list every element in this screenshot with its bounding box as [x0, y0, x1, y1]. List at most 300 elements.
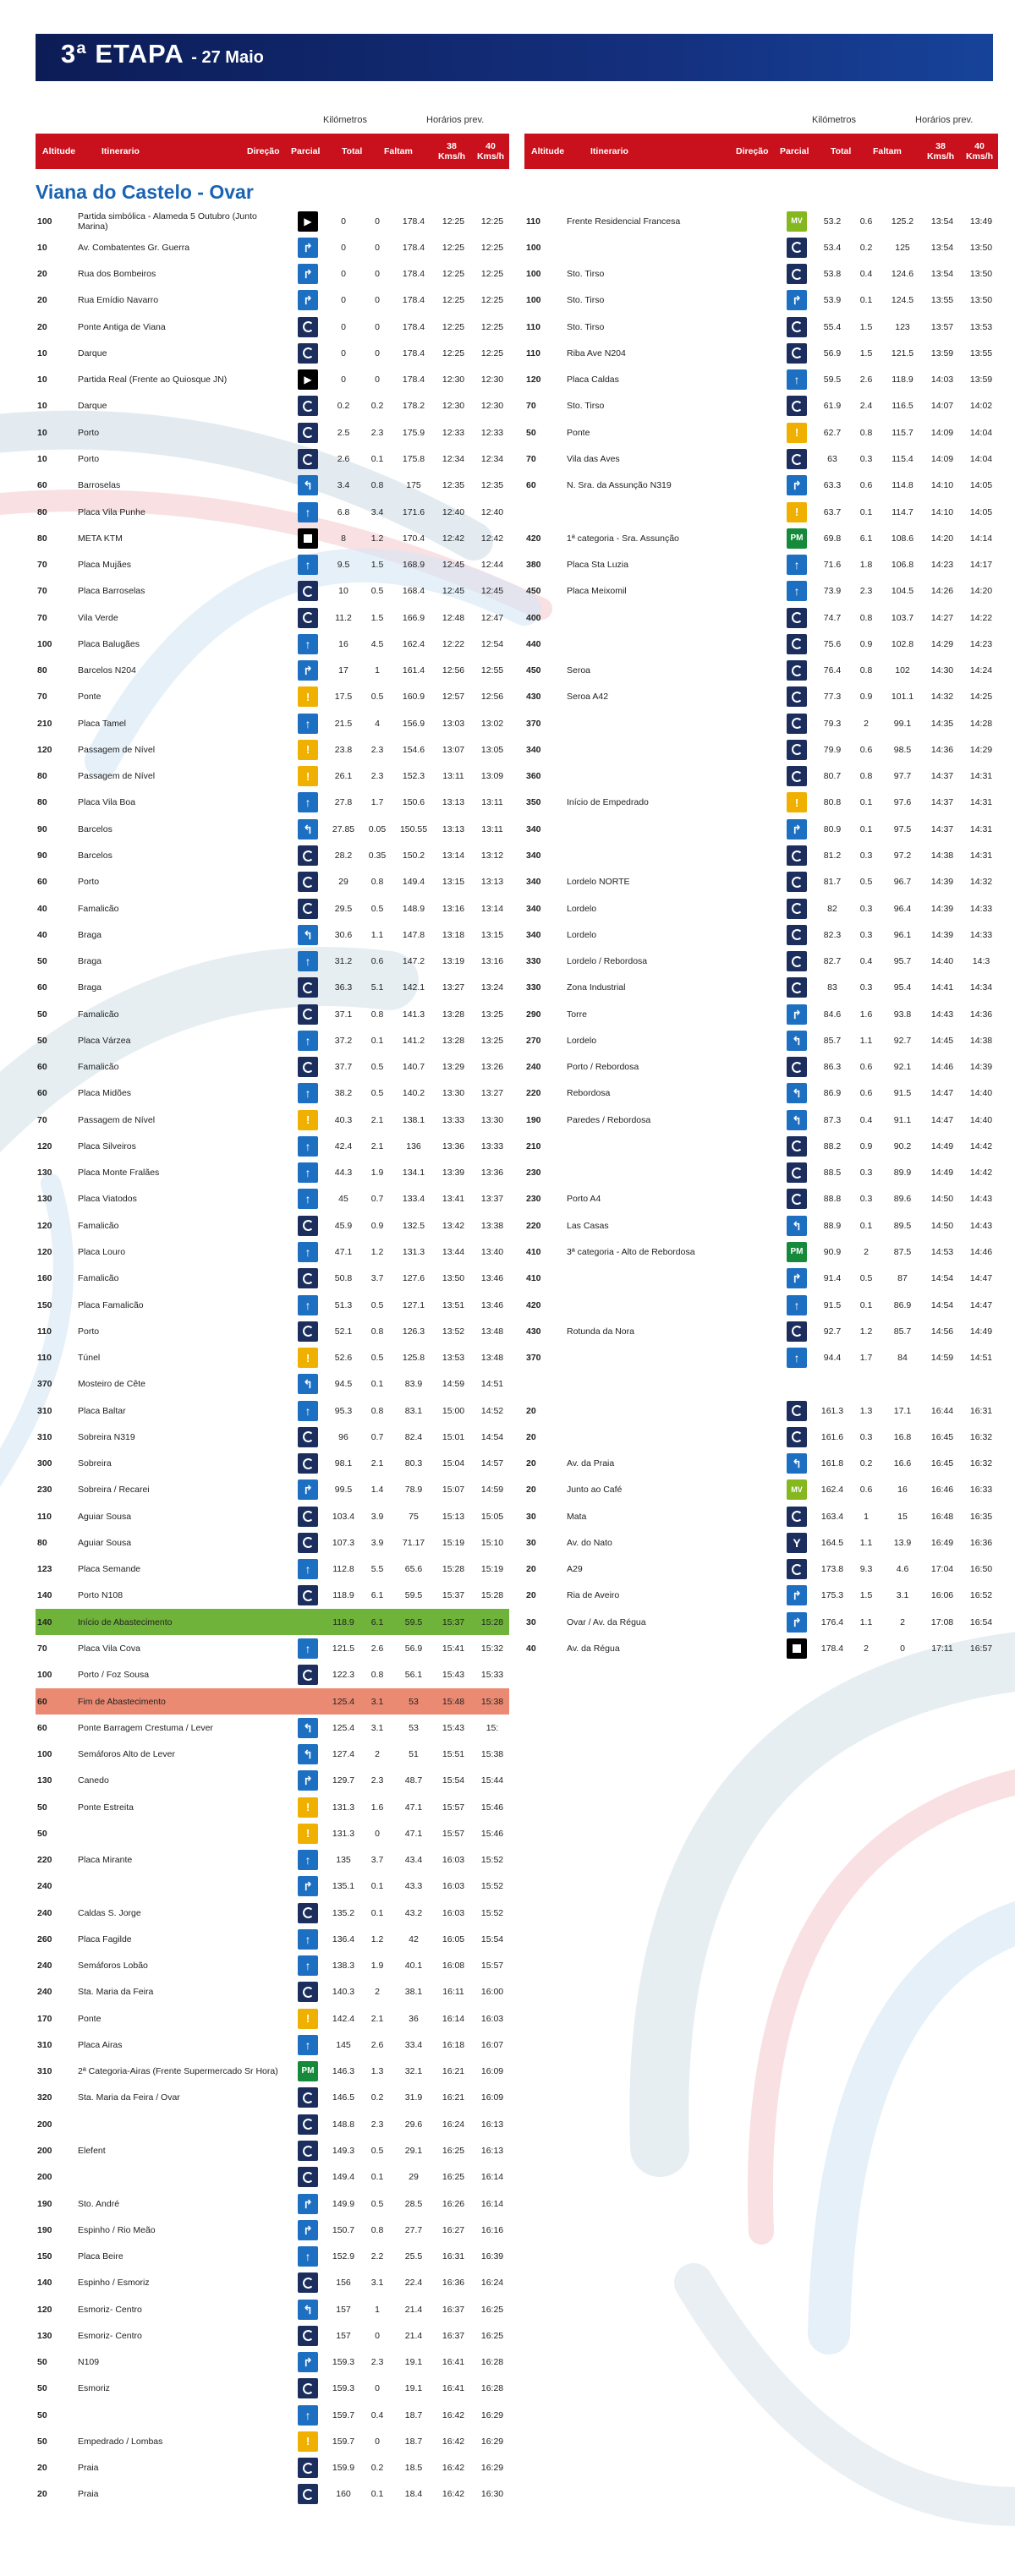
itinerary-cell: Esmoriz- Centro	[78, 2330, 142, 2341]
roundabout-icon	[787, 1427, 807, 1447]
total-cell: 5.1	[370, 982, 384, 993]
itinerary-cell	[78, 2111, 289, 2137]
faltam-cell: 97.6	[893, 797, 912, 808]
table-row	[524, 790, 998, 816]
roundabout-icon	[298, 1057, 318, 1077]
parcial-cell: 83	[827, 982, 837, 993]
roundabout-icon	[298, 581, 318, 601]
altitude-cell: 430	[526, 692, 541, 703]
total-cell: 0.3	[859, 1431, 873, 1442]
total-cell: 0.4	[370, 2409, 384, 2420]
time-40-cell: 13:13	[480, 877, 504, 888]
itinerary-cell: Placa Várzea	[78, 1035, 131, 1046]
table-row	[36, 393, 509, 419]
time-38-cell: 15:37	[442, 1616, 465, 1627]
faltam-cell: 131.3	[402, 1246, 425, 1257]
table-row	[36, 1662, 509, 1688]
itinerary-cell: Barroselas	[78, 480, 121, 491]
itinerary-cell: Seroa A42	[567, 692, 609, 703]
direction-cell	[297, 2137, 319, 2163]
total-cell: 2.4	[859, 401, 873, 412]
faltam-cell: 16	[897, 1485, 908, 1496]
time-40-cell: 13:50	[969, 295, 993, 306]
time-38-cell: 16:42	[442, 2489, 465, 2500]
itinerary-cell: Sto. André	[78, 2198, 120, 2209]
faltam-cell: 78.9	[404, 1485, 423, 1496]
stage-number: 3ª ETAPA	[61, 39, 184, 68]
faltam-cell: 18.7	[404, 2409, 423, 2420]
time-38-cell: 12:25	[442, 242, 465, 253]
faltam-cell: 87	[897, 1273, 908, 1284]
direction-cell	[297, 1979, 319, 2005]
faltam-cell: 125.8	[402, 1353, 425, 1364]
total-cell: 0	[375, 321, 380, 332]
col-itinerario: Itinerario	[590, 146, 628, 156]
time-40-cell: 14:36	[969, 1009, 993, 1020]
schedule-group-label: Horários prev.	[915, 115, 974, 125]
total-cell: 0.1	[859, 295, 873, 306]
total-cell: 2.3	[370, 2119, 384, 2130]
col-itinerario: Itinerario	[102, 146, 140, 156]
direction-cell	[297, 1529, 319, 1556]
parcial-cell: 80.7	[823, 771, 842, 782]
faltam-cell: 114.7	[892, 506, 914, 517]
total-cell: 0.7	[370, 1194, 384, 1205]
time-40-cell: 14:22	[969, 612, 993, 623]
itinerary-cell: Junto ao Café	[567, 1485, 623, 1496]
parcial-cell: 37.1	[334, 1009, 353, 1020]
faltam-cell: 71.17	[402, 1537, 425, 1548]
total-cell: 0.3	[859, 454, 873, 465]
table-row	[36, 473, 509, 499]
parcial-cell: 52.6	[334, 1353, 353, 1364]
time-40-cell: 15:38	[480, 1696, 504, 1707]
total-cell: 0.6	[859, 1062, 873, 1073]
direction-cell	[786, 1397, 808, 1424]
time-38-cell: 14:59	[930, 1353, 954, 1364]
straight-arrow-icon: ↑	[298, 1295, 318, 1315]
time-38-cell: 12:34	[442, 454, 465, 465]
straight-arrow-icon: ↑	[787, 555, 807, 575]
itinerary-cell	[567, 1424, 778, 1450]
altitude-cell: 170	[37, 2013, 52, 2024]
total-cell: 0.2	[370, 2092, 384, 2103]
turn-right-icon: ↱	[298, 2352, 318, 2372]
straight-arrow-icon: ↑	[298, 1242, 318, 1262]
table-row	[524, 631, 998, 657]
roundabout-icon	[787, 317, 807, 337]
table-row	[36, 314, 509, 340]
parcial-cell: 53.2	[823, 216, 842, 227]
faltam-cell: 89.9	[893, 1168, 912, 1179]
table-row	[36, 1794, 509, 1820]
faltam-cell: 83.1	[404, 1405, 423, 1416]
faltam-cell: 16.8	[893, 1431, 912, 1442]
altitude-cell: 310	[37, 2066, 52, 2077]
total-cell: 1.1	[370, 929, 384, 940]
km-group-label: Kilómetros	[812, 115, 856, 125]
total-cell: 1.7	[859, 1353, 873, 1364]
faltam-cell: 19.1	[404, 2383, 423, 2394]
parcial-cell: 88.2	[823, 1140, 842, 1151]
faltam-cell: 115.4	[892, 454, 914, 465]
turn-right-icon: ↱	[298, 1479, 318, 1500]
itinerary-cell: Braga	[78, 956, 102, 967]
altitude-cell: 90	[37, 823, 47, 834]
warning-icon: !	[298, 2009, 318, 2029]
table-row	[36, 419, 509, 446]
total-cell: 0.1	[859, 823, 873, 834]
total-cell: 0	[375, 269, 380, 280]
itinerary-cell: Av. da Praia	[567, 1458, 615, 1469]
itinerary-cell: Ponte	[78, 2013, 102, 2024]
total-cell: 2.3	[370, 2357, 384, 2368]
faltam-cell: 97.2	[893, 850, 912, 861]
itinerary-cell: Barcelos N204	[78, 665, 136, 676]
straight-arrow-icon: ↑	[298, 634, 318, 654]
direction-cell	[786, 948, 808, 974]
parcial-cell: 122.3	[332, 1670, 355, 1681]
time-40-cell: 12:40	[480, 506, 504, 517]
table-row	[524, 658, 998, 684]
table-row	[36, 710, 509, 736]
time-40-cell: 14:34	[969, 982, 993, 993]
total-cell: 0.1	[370, 1379, 384, 1390]
col-total: Total	[831, 146, 852, 156]
table-row	[36, 340, 509, 366]
time-38-cell: 16:42	[442, 2463, 465, 2474]
table-row	[524, 1503, 998, 1529]
parcial-cell: 21.5	[334, 718, 353, 729]
direction-cell	[297, 1741, 319, 1767]
table-row	[36, 1424, 509, 1450]
time-40-cell: 13:14	[480, 903, 504, 914]
itinerary-cell	[567, 710, 778, 736]
direction-cell	[297, 658, 319, 684]
supply-end-row	[36, 1688, 509, 1715]
itinerary-cell: Porto	[78, 427, 100, 438]
roundabout-icon	[298, 343, 318, 364]
faltam-cell: 82.4	[404, 1431, 423, 1442]
parcial-cell: 0	[341, 242, 346, 253]
altitude-cell: 10	[37, 347, 47, 358]
faltam-cell: 40.1	[404, 1961, 423, 1972]
parcial-cell: 53.8	[823, 269, 842, 280]
faltam-cell: 85.7	[893, 1326, 912, 1337]
time-38-cell: 15:54	[442, 1775, 465, 1786]
altitude-cell: 20	[526, 1564, 536, 1575]
time-40-cell: 14:28	[969, 718, 993, 729]
itinerary-cell: Placa Viatodos	[78, 1194, 137, 1205]
roundabout-icon	[298, 449, 318, 469]
itinerary-cell: Placa Tamel	[78, 718, 127, 729]
direction-cell	[297, 393, 319, 419]
table-row	[36, 1900, 509, 1926]
itinerary-cell: Rebordosa	[567, 1088, 611, 1099]
time-40-cell: 14:54	[480, 1431, 504, 1442]
total-cell: 3.9	[370, 1511, 384, 1522]
itinerary-table-right	[524, 110, 998, 1662]
table-row	[524, 525, 998, 551]
altitude-cell: 50	[37, 1802, 47, 1813]
altitude-cell: 230	[37, 1485, 52, 1496]
table-row	[36, 2428, 509, 2454]
parcial-cell: 138.3	[332, 1961, 355, 1972]
itinerary-cell: Placa Vila Punhe	[78, 506, 145, 517]
faltam-cell: 123	[895, 321, 910, 332]
time-38-cell: 16:06	[930, 1590, 954, 1601]
direction-cell	[786, 1212, 808, 1239]
table-row	[36, 551, 509, 577]
parcial-cell: 86.9	[823, 1088, 842, 1099]
time-38-cell: 14:54	[930, 1273, 954, 1284]
table-row	[524, 869, 998, 895]
total-cell: 0.8	[859, 427, 873, 438]
roundabout-icon	[298, 1507, 318, 1527]
direction-cell	[786, 1133, 808, 1159]
table-row	[36, 604, 509, 631]
direction-cell	[297, 2455, 319, 2481]
table-row	[36, 446, 509, 472]
altitude-cell: 20	[37, 295, 47, 306]
altitude-cell: 120	[526, 375, 541, 386]
time-40-cell: 14:57	[480, 1458, 504, 1469]
faltam-cell: 27.7	[404, 2224, 423, 2235]
table-row	[36, 922, 509, 948]
itinerary-cell: Espinho / Rio Meão	[78, 2224, 156, 2235]
time-38-cell: 16:36	[442, 2278, 465, 2289]
altitude-cell: 130	[37, 1168, 52, 1179]
time-40-cell: 12:25	[480, 242, 504, 253]
total-cell: 0.3	[859, 903, 873, 914]
altitude-cell: 80	[37, 771, 47, 782]
altitude-cell: 450	[526, 665, 541, 676]
time-40-cell: 14:31	[969, 797, 993, 808]
itinerary-cell: Paredes / Rebordosa	[567, 1114, 651, 1125]
parcial-cell: 0	[341, 321, 346, 332]
altitude-cell: 110	[526, 216, 540, 227]
parcial-cell: 11.2	[335, 612, 352, 623]
turn-left-icon: ↰	[298, 925, 318, 945]
itinerary-cell: Sto. Tirso	[567, 321, 605, 332]
altitude-cell: 80	[37, 506, 47, 517]
roundabout-icon	[787, 238, 807, 258]
faltam-cell: 175.8	[402, 454, 425, 465]
altitude-cell: 20	[526, 1485, 536, 1496]
faltam-cell: 168.4	[402, 586, 425, 597]
time-38-cell: 12:25	[442, 347, 465, 358]
direction-cell	[786, 684, 808, 710]
time-38-cell: 14:54	[930, 1299, 954, 1310]
altitude-cell: 50	[37, 1035, 47, 1046]
direction-cell	[786, 393, 808, 419]
table-row	[524, 393, 998, 419]
roundabout-icon	[787, 925, 807, 945]
total-cell: 1.6	[859, 1009, 873, 1020]
altitude-cell	[526, 1371, 567, 1397]
time-38-cell: 12:33	[442, 427, 465, 438]
roundabout-icon	[787, 1507, 807, 1527]
table-row	[36, 1027, 509, 1053]
total-cell: 6.1	[370, 1616, 384, 1627]
total-cell: 1.9	[370, 1961, 384, 1972]
altitude-cell: 100	[526, 242, 541, 253]
total-cell: 2.1	[370, 2013, 384, 2024]
direction-cell	[786, 922, 808, 948]
direction-cell	[297, 922, 319, 948]
parcial-cell: 81.7	[823, 877, 842, 888]
total-cell: 3.1	[370, 1722, 384, 1733]
direction-cell	[297, 1318, 319, 1344]
straight-arrow-icon: ↑	[298, 502, 318, 522]
time-38-cell: 16:37	[442, 2330, 465, 2341]
itinerary-cell: Sta. Maria da Feira / Ovar	[78, 2092, 180, 2103]
turn-right-icon: ↱	[298, 2220, 318, 2240]
total-cell: 0.1	[370, 1035, 384, 1046]
parcial-cell: 50.8	[334, 1273, 353, 1284]
table-row	[36, 287, 509, 314]
faltam-cell: 93.8	[893, 1009, 912, 1020]
altitude-cell: 10	[37, 454, 47, 465]
itinerary-cell: Passagem de Nível	[78, 744, 156, 755]
itinerary-cell: Partida Real (Frente ao Quiosque JN)	[78, 375, 228, 386]
col-altitude: Altitude	[531, 146, 565, 156]
altitude-cell: 140	[37, 1590, 52, 1601]
time-38-cell: 14:32	[930, 692, 954, 703]
total-cell: 0.3	[859, 982, 873, 993]
faltam-cell: 150.55	[399, 823, 428, 834]
altitude-cell: 340	[526, 823, 541, 834]
direction-cell	[786, 895, 808, 922]
time-40-cell: 12:47	[480, 612, 504, 623]
time-40-cell: 14:04	[969, 427, 993, 438]
faltam-cell: 80.3	[404, 1458, 423, 1469]
parcial-cell: 40.3	[334, 1114, 353, 1125]
warning-icon: !	[298, 686, 318, 707]
altitude-cell: 80	[37, 533, 47, 544]
total-cell: 0.4	[859, 1114, 873, 1125]
table-row	[36, 1556, 509, 1583]
table-row	[36, 2349, 509, 2376]
parcial-cell: 107.3	[332, 1537, 355, 1548]
time-38-cell: 14:59	[442, 1379, 465, 1390]
direction-cell	[786, 790, 808, 816]
altitude-cell: 330	[526, 982, 541, 993]
time-40-cell: 14:39	[969, 1062, 993, 1073]
direction-cell	[297, 842, 319, 868]
roundabout-icon	[787, 660, 807, 681]
table-row	[524, 1027, 998, 1053]
faltam-cell: 98.5	[893, 744, 912, 755]
time-40-cell: 16:29	[480, 2409, 504, 2420]
parcial-cell: 0	[341, 295, 346, 306]
altitude-cell: 310	[37, 1405, 52, 1416]
direction-cell	[786, 1477, 808, 1503]
time-40-cell: 15:28	[480, 1616, 504, 1627]
total-cell: 4.5	[370, 638, 384, 649]
total-cell: 1.4	[370, 1485, 384, 1496]
straight-arrow-icon: ↑	[787, 1295, 807, 1315]
time-40-cell: 15:52	[480, 1855, 504, 1866]
table-row	[36, 2455, 509, 2481]
total-cell: 0.8	[859, 612, 873, 623]
altitude-cell: 200	[37, 2172, 52, 2183]
time-40-cell: 12:25	[480, 295, 504, 306]
parcial-cell: 53.9	[823, 295, 842, 306]
itinerary-cell: Elefent	[78, 2146, 106, 2157]
direction-cell	[297, 525, 319, 551]
time-38-cell: 15:57	[442, 1802, 465, 1813]
parcial-cell: 103.4	[332, 1511, 355, 1522]
time-40-cell: 13:25	[480, 1009, 504, 1020]
altitude-cell: 150	[37, 1299, 52, 1310]
total-cell: 0.8	[370, 480, 384, 491]
parcial-cell: 88.8	[823, 1194, 842, 1205]
direction-cell	[297, 604, 319, 631]
time-38-cell: 16:25	[442, 2172, 465, 2183]
time-38-cell: 16:45	[930, 1458, 954, 1469]
altitude-cell: 40	[526, 1643, 536, 1654]
time-38-cell: 16:05	[442, 1933, 465, 1944]
time-38-cell: 13:54	[930, 242, 954, 253]
faltam-cell: 103.7	[891, 612, 914, 623]
direction-cell	[297, 1292, 319, 1318]
parcial-cell: 159.3	[332, 2357, 355, 2368]
direction-cell	[786, 525, 808, 551]
itinerary-cell: Braga	[78, 929, 102, 940]
time-40-cell: 12:34	[480, 454, 504, 465]
parcial-cell: 36.3	[334, 982, 353, 993]
parcial-cell: 146.5	[332, 2092, 355, 2103]
itinerary-cell: 2ª Categoria-Airas (Frente Supermercado Sr Hora)	[78, 2066, 278, 2077]
table-row	[36, 499, 509, 525]
altitude-cell: 40	[37, 903, 47, 914]
faltam-cell: 95.4	[893, 982, 912, 993]
itinerary-cell	[78, 2164, 289, 2190]
itinerary-cell: Placa Famalicão	[78, 1299, 144, 1310]
faltam-cell: 15	[897, 1511, 908, 1522]
time-40-cell: 15:44	[480, 1775, 504, 1786]
time-40-cell: 12:35	[480, 480, 504, 491]
itinerary-table-left	[36, 110, 509, 2508]
faltam-cell: 95.7	[893, 956, 912, 967]
altitude-cell: 200	[37, 2146, 52, 2157]
time-38-cell: 14:38	[930, 850, 954, 861]
altitude-cell: 20	[37, 321, 47, 332]
faltam-cell: 126.3	[402, 1326, 425, 1337]
itinerary-cell: Darque	[78, 401, 107, 412]
time-40-cell: 16:13	[480, 2146, 504, 2157]
altitude-cell: 220	[526, 1088, 541, 1099]
parcial-cell: 135.1	[332, 1881, 355, 1892]
faltam-cell: 43.3	[404, 1881, 423, 1892]
time-40-cell: 14:40	[969, 1114, 993, 1125]
time-40-cell: 14:20	[969, 586, 993, 597]
total-cell: 2	[864, 1246, 869, 1257]
parcial-cell: 88.9	[823, 1220, 842, 1231]
itinerary-cell: Aguiar Sousa	[78, 1537, 132, 1548]
total-cell: 0	[375, 347, 380, 358]
direction-cell	[297, 1133, 319, 1159]
itinerary-cell: Fim de Abastecimento	[78, 1696, 166, 1707]
direction-cell	[297, 1397, 319, 1424]
parcial-cell: 75.6	[823, 638, 842, 649]
time-38-cell: 14:39	[930, 877, 954, 888]
altitude-cell: 300	[37, 1458, 52, 1469]
time-38-cell: 13:11	[442, 771, 464, 782]
roundabout-icon	[787, 608, 807, 628]
direction-cell	[786, 763, 808, 790]
